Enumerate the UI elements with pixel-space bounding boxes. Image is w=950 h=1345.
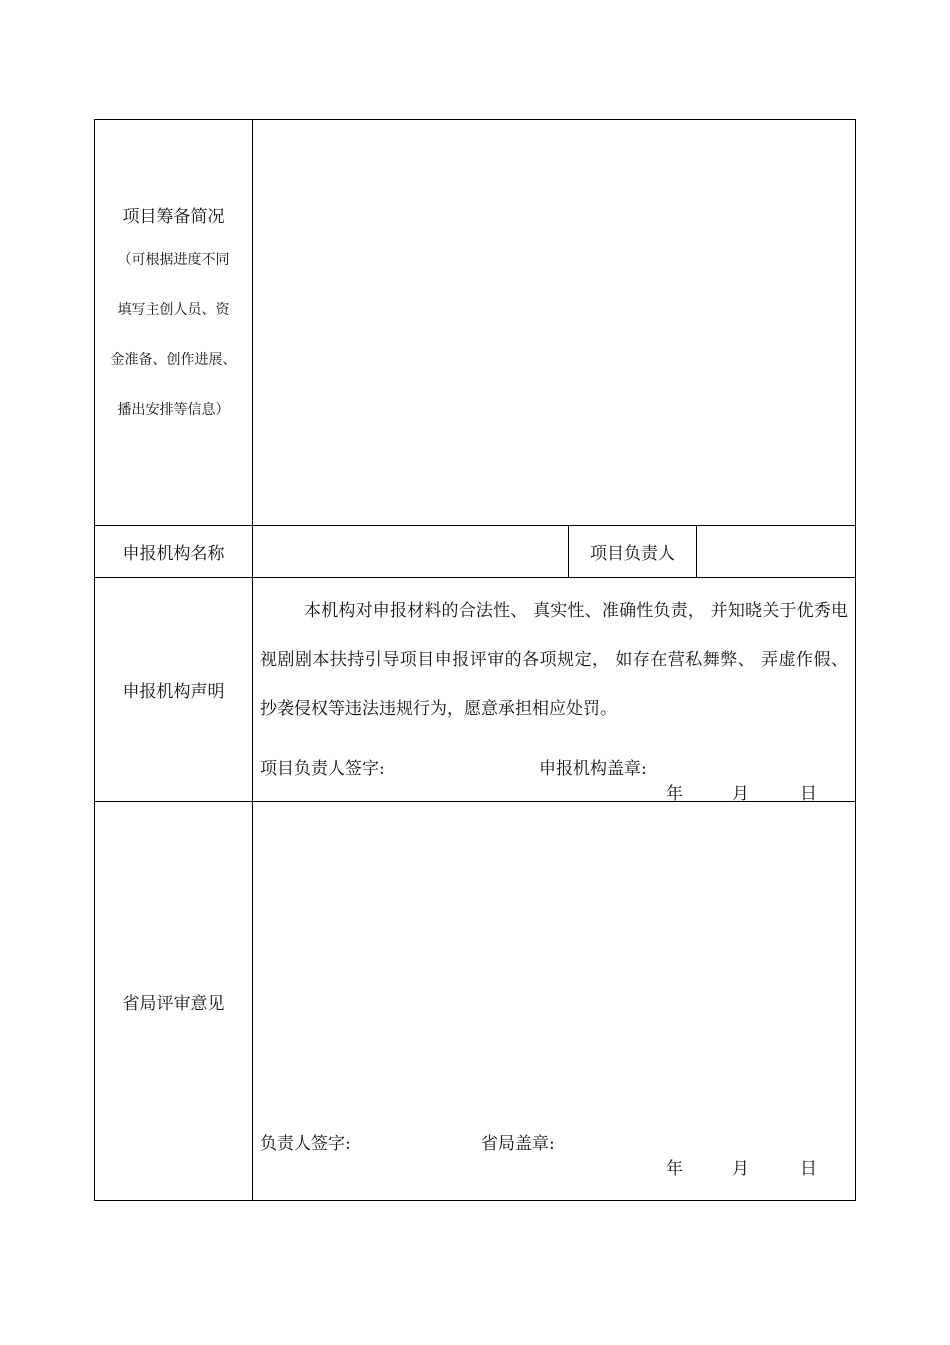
leader-signature-label: 项目负责人签字: bbox=[260, 759, 385, 779]
declaration-date-day: 日 bbox=[800, 784, 817, 804]
org-seal-label: 申报机构盖章: bbox=[539, 759, 647, 779]
review-date-year: 年 bbox=[666, 1159, 683, 1179]
preparation-note-line: （可根据进度不同 bbox=[117, 252, 230, 268]
declaration-label: 申报机构声明 bbox=[122, 682, 225, 702]
table-border-top bbox=[94, 119, 856, 120]
org-name-label: 申报机构名称 bbox=[122, 544, 225, 564]
preparation-label-cell bbox=[95, 199, 252, 435]
bureau-seal-label: 省局盖章: bbox=[481, 1134, 555, 1154]
review-date-month: 月 bbox=[732, 1159, 749, 1179]
review-opinion-field[interactable] bbox=[254, 803, 854, 1113]
table-border-bottom bbox=[94, 1200, 856, 1201]
org-name-field[interactable] bbox=[254, 527, 566, 576]
preparation-label: 项目筹备简况 bbox=[122, 207, 225, 227]
declaration-date-year: 年 bbox=[666, 784, 683, 804]
declaration-text: 本机构对申报材料的合法性、 真实性、准确性负责， 并知晓关于优秀电视剧剧本扶持引导项目申报评审的各项规定， 如存在营私舞弊、 弄虚作假、抄袭侵权等违法违规行为，愿意承担相应处罚。 bbox=[260, 601, 848, 719]
review-date-day: 日 bbox=[800, 1159, 817, 1179]
preparation-note-line: 填写主创人员、资 bbox=[117, 302, 230, 318]
reviewer-signature-label: 负责人签字: bbox=[260, 1134, 351, 1154]
project-leader-label: 项目负责人 bbox=[590, 544, 675, 564]
preparation-note-line: 金准备、创作进展、 bbox=[110, 352, 237, 368]
declaration-text-block bbox=[260, 587, 848, 734]
application-form-table bbox=[94, 119, 856, 1201]
project-leader-field[interactable] bbox=[698, 527, 854, 576]
table-border-right bbox=[855, 119, 856, 1201]
label-column-divider bbox=[252, 119, 253, 1201]
preparation-content-field[interactable] bbox=[254, 121, 854, 523]
declaration-date-month: 月 bbox=[732, 784, 749, 804]
leader-label-divider-right bbox=[696, 525, 697, 578]
review-opinion-label: 省局评审意见 bbox=[122, 993, 225, 1014]
preparation-note-line: 播出安排等信息） bbox=[117, 402, 230, 418]
